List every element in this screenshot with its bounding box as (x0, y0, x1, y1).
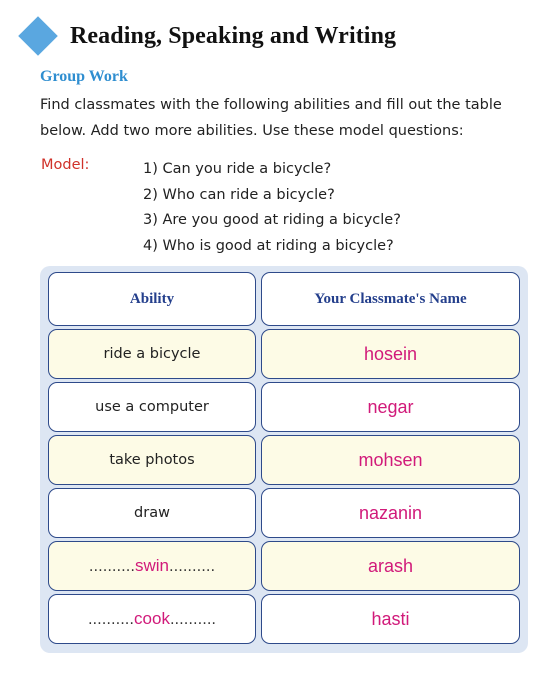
ability-cell: ride a bicycle (48, 329, 256, 379)
ability-cell: draw (48, 488, 256, 538)
name-cell[interactable]: hosein (261, 329, 520, 379)
header-ability: Ability (48, 272, 256, 326)
header-classmate-name: Your Classmate's Name (261, 272, 520, 326)
ability-fill (89, 556, 215, 576)
title-row (18, 22, 396, 50)
handwritten-ability: swin (134, 556, 169, 575)
abilities-table (40, 266, 528, 653)
diamond-icon (18, 16, 58, 56)
model-question: 4) Who is good at riding a bicycle? (143, 237, 394, 254)
blank-dots: .......... (169, 559, 216, 575)
name-cell[interactable]: arash (261, 541, 520, 591)
blank-dots: .......... (88, 559, 135, 575)
ability-cell: use a computer (48, 382, 256, 432)
blank-dots: .......... (169, 612, 217, 628)
ability-blank-cell[interactable] (48, 594, 256, 644)
ability-fill (88, 609, 216, 629)
handwritten-ability: cook (134, 609, 170, 628)
name-cell[interactable]: negar (261, 382, 520, 432)
instructions-text: Find classmates with the following abilities and fill out the table below. Add two more abilities. Use these model questions: (40, 97, 502, 139)
model-question: 2) Who can ride a bicycle? (143, 186, 335, 203)
ability-blank-cell[interactable] (48, 541, 256, 591)
name-cell[interactable]: mohsen (261, 435, 520, 485)
ability-cell: take photos (48, 435, 256, 485)
name-cell[interactable]: hasti (261, 594, 520, 644)
page-title: Reading, Speaking and Writing (70, 22, 397, 49)
section-heading: Group Work (40, 68, 128, 85)
model-question: 3) Are you good at riding a bicycle? (143, 212, 401, 228)
blank-dots: .......... (87, 612, 135, 628)
model-question: 1) Can you ride a bicycle? (143, 161, 332, 177)
model-label: Model: (41, 157, 90, 173)
model-questions (143, 157, 401, 259)
name-cell[interactable]: nazanin (261, 488, 520, 538)
